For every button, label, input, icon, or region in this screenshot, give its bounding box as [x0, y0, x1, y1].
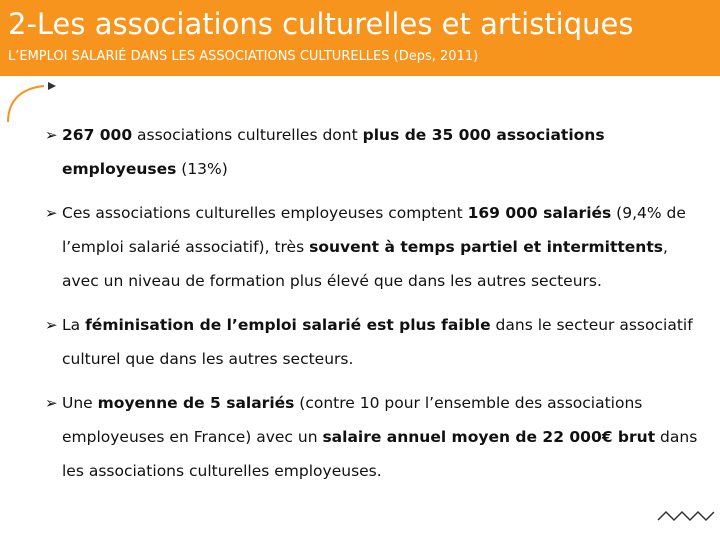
bullet-text-segment: Une	[62, 394, 98, 412]
bullet-item	[45, 308, 705, 376]
bullet-list	[45, 118, 705, 488]
bullet-text-segment: (9,4% de l’emploi salarié associatif), très	[62, 204, 686, 256]
arrowhead-bullet-icon: ➢	[45, 126, 58, 144]
bullet-text-bold: moyenne de 5 salariés	[97, 394, 295, 412]
slide-subtitle: L’EMPLOI SALARIÉ DANS LES ASSOCIATIONS CULTURELLES (Deps, 2011)	[8, 49, 479, 64]
bullet-text-segment: dans les associations culturelles employeuses.	[62, 428, 698, 480]
bullet-text-segment: (13%)	[176, 160, 228, 178]
bullet-item	[45, 118, 705, 186]
bullet-text	[62, 196, 705, 298]
bullet-text	[62, 118, 705, 186]
bullet-text-segment: , avec un niveau de formation plus élevé que dans les autres secteurs.	[62, 238, 668, 290]
bullet-text-segment: (contre 10 pour l’ensemble des associations employeuses en France) avec un	[62, 394, 643, 446]
bullet-text	[62, 308, 705, 376]
slide-title: 2-Les associations culturelles et artistiques	[8, 7, 634, 41]
bullet-text-segment: La	[62, 316, 86, 334]
bullet-text-segment: dans le secteur associatif culturel que dans les autres secteurs.	[62, 316, 693, 368]
bullet-text-bold: 267 000	[62, 126, 133, 144]
bullet-text-bold: 169 000 salariés	[467, 204, 612, 222]
bullet-text-bold: souvent à temps partiel et intermittents	[309, 238, 663, 256]
bullet-text-segment: associations culturelles dont	[132, 126, 363, 144]
bullet-text-segment: Ces associations culturelles employeuses comptent	[62, 204, 468, 222]
bullet-text-bold: féminisation de l’emploi salarié est plus faible	[85, 316, 491, 334]
bullet-text	[62, 386, 705, 488]
arrowhead-bullet-icon: ➢	[45, 316, 58, 334]
arrowhead-bullet-icon: ➢	[45, 204, 58, 222]
header-bar	[0, 0, 720, 76]
zigzag-decoration-icon	[656, 506, 716, 526]
arrowhead-bullet-icon: ➢	[45, 394, 58, 412]
bullet-text-bold: plus de 35 000 associations employeuses	[62, 126, 605, 178]
bullet-text-bold: salaire annuel moyen de 22 000€ brut	[322, 428, 656, 446]
bullet-item	[45, 196, 705, 298]
bullet-item	[45, 386, 705, 488]
